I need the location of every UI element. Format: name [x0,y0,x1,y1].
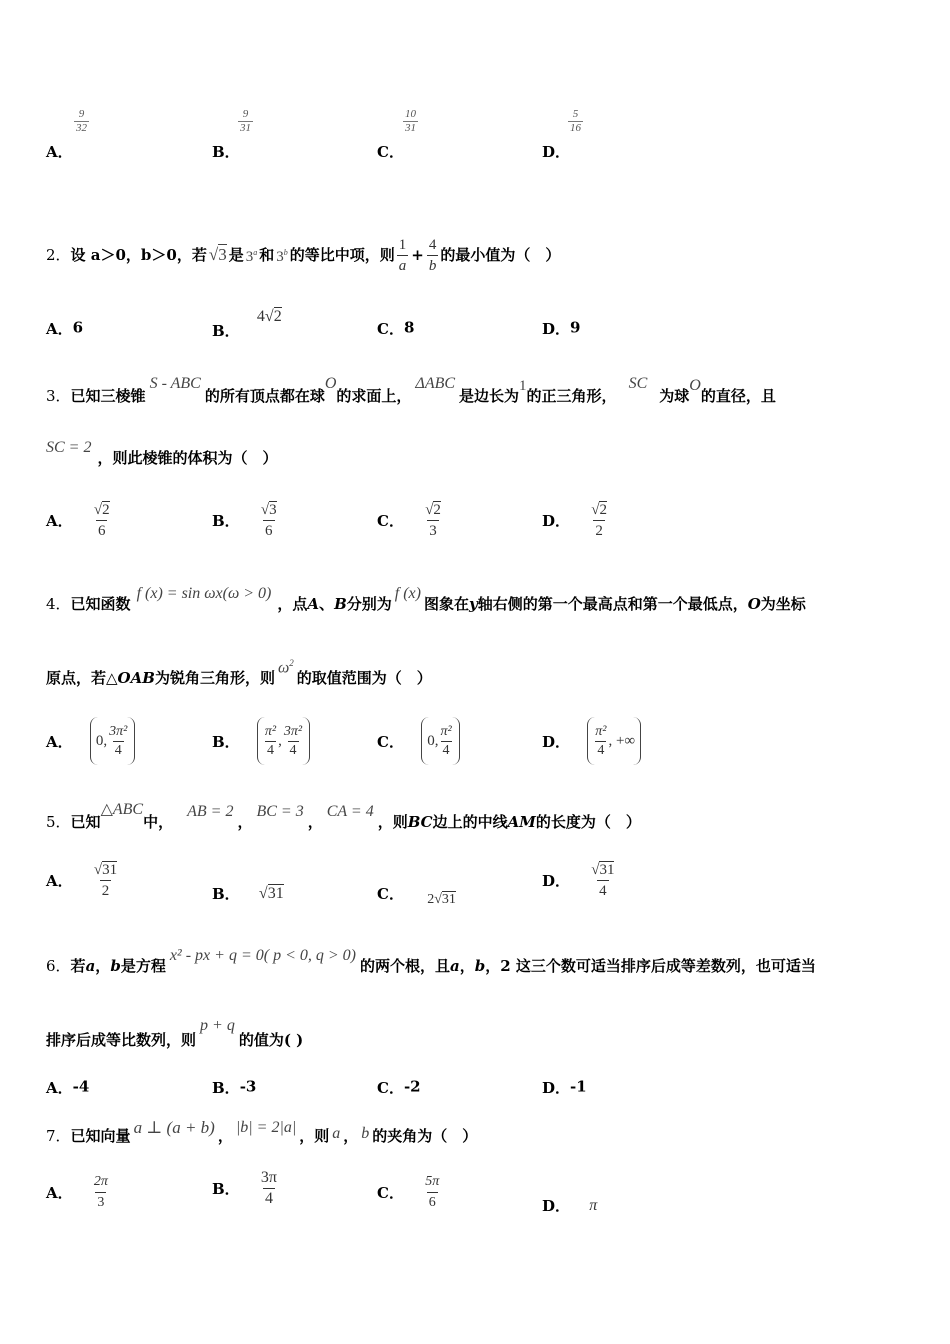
q5-option-d: D． $\frac{√31}{4}$ [542,862,615,899]
q7-option-b: B． $\frac{3\pi}{4}$ [212,1169,277,1207]
q2-option-d: D．9 [542,318,581,338]
q1-a-fraction: $\frac{9}{32}$ [76,108,87,134]
q7-option-a: A． $\frac{2\pi}{3}$ [46,1172,110,1213]
q3-stem-line1: 3． 已知三棱锥 S - ABC 的所有顶点都在球 O 的求面上， ΔABC 是边长为 1 的正三角形， SC 为球 O 的直径，且 [46,375,776,405]
q6-option-c: C．-2 [377,1077,421,1097]
q2-fraction-1: $\frac{1}{a}$ [398,236,407,274]
q2-option-a: A．6 [46,318,84,338]
q5-option-b: B． √31 [212,884,284,903]
q5-option-a: A． $\frac{√31}{2}$ [46,862,118,899]
q4-option-c: C． 0, $\frac{\text{π²}}{4}$ [377,717,460,765]
q4-stem-line2: 原点，若△ OAB 为锐角三角形，则 $\omega^2$ 的取值范围为（ ） [46,657,432,687]
q6-stem-line2: 排序后成等比数列，则 p + q 的值为( ) [46,1017,304,1049]
q4-option-b: B． $\frac{\text{π²}}{4}$ , $\frac{\text{3π²}}{4}$ [212,717,310,765]
q6-option-b: B．-3 [212,1077,257,1097]
q3-option-d: D． $\frac{√2}{2}$ [542,502,607,539]
q6-option-d: D．-1 [542,1077,587,1097]
q7-option-d: D． π [542,1196,598,1215]
q1-option-a: $\frac{9}{32}$ A． [46,108,87,161]
q4-stem-line1: 4． 已知函数 f (x) = sin ωx(ω > 0) ，点 A 、 B 分别为 f (x) 图象在 y 轴右侧的第一个最高点和第一个最低点， O 为坐标 [46,585,806,613]
q2-stem: 2． 设 a＞0，b＞0，若 √3 是 3$^a$ 和 3$^b$ 的等比中项，则 $\frac{1}{a}$ + $\frac{4}{b}$ 的最小值为（ ） [46,236,561,274]
q6-option-a: A．-4 [46,1077,90,1097]
q3-stem-line2: SC = 2 ，则此棱锥的体积为（ ） [46,439,278,467]
q1-d-fraction: $\frac{5}{16}$ [570,108,581,134]
q1-c-fraction: $\frac{10}{31}$ [405,108,416,134]
q2-option-c: C．8 [377,318,415,338]
q7-option-c: C． $\frac{5\pi}{6}$ [377,1172,441,1213]
q7-stem: 7． 已知向量 a ⊥ (a + b) ， |b| = 2|a| ，则 a ， b 的夹角为（ ） [46,1118,478,1145]
q2-fraction-2: $\frac{4}{b}$ [428,236,437,274]
q3-option-b: B． $\frac{√3}{6}$ [212,502,277,539]
q5-stem: 5． 已知 △ABC 中， AB = 2 ， BC = 3 ， CA = 4 ，则 BC 边上的中线 AM 的长度为（ ） [46,801,641,831]
q6-stem-line1: 6． 若 a ， b 是方程 x² - px + q = 0( p < 0, q > 0) 的两个根，且 a ， b ，2 这三个数可适当排序后成等差数列，也可适当 [46,947,816,975]
q1-option-c: $\frac{10}{31}$ C． [377,108,416,161]
q1-b-fraction: $\frac{9}{31}$ [240,108,251,134]
q1-option-d: $\frac{5}{16}$ D． [542,108,581,161]
q2-option-b: B． 4√2 [212,308,282,340]
q3-option-a: A． $\frac{√2}{6}$ [46,502,110,539]
q5-option-c: C． 2√31 [377,885,456,907]
q3-option-c: C． $\frac{√2}{3}$ [377,502,441,539]
q4-option-d: D． $\frac{\text{π²}}{4}$ , +∞ [542,717,641,765]
q1-option-b: $\frac{9}{31}$ B． [212,108,251,161]
q4-option-a: A． 0, $\frac{\text{3π²}}{4}$ [46,717,135,765]
